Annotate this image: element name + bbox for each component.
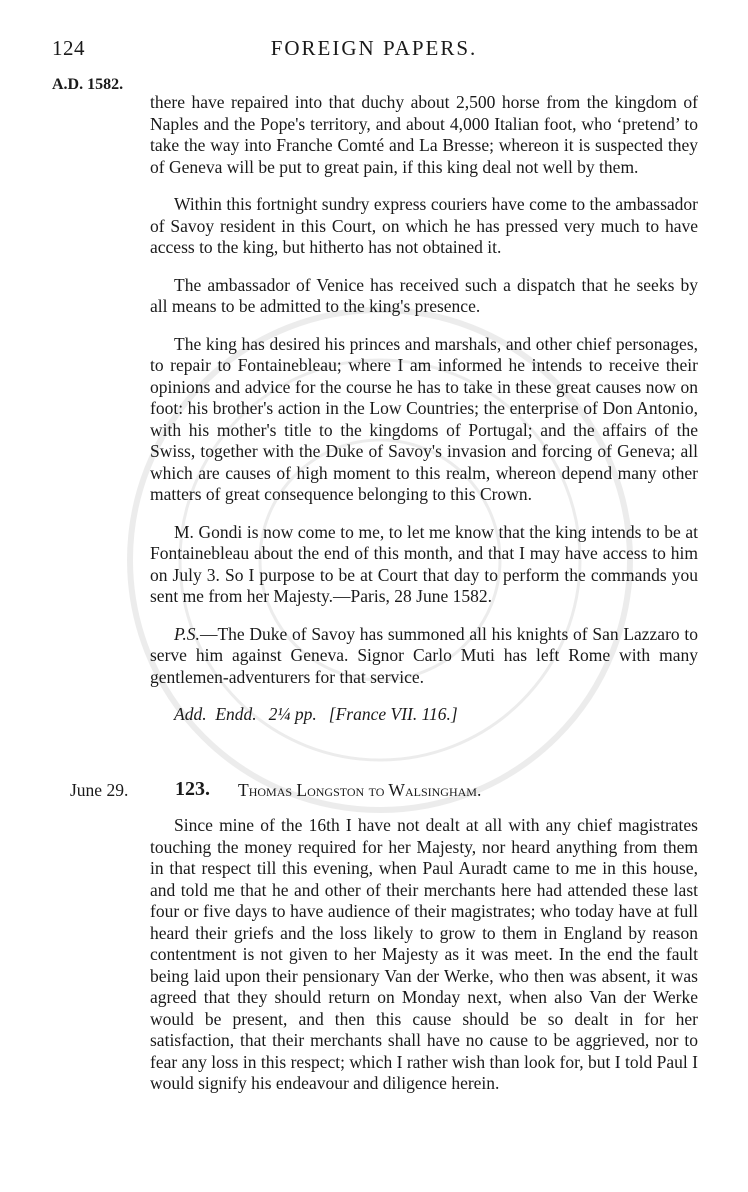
letter-body <box>150 92 698 726</box>
entry-date: June 29. <box>70 780 129 800</box>
endorsement-add: Add. <box>174 704 207 724</box>
endorsement-pages: 2¼ pp. <box>268 704 317 724</box>
paragraph: Within this fortnight sundry express couriers have come to the ambassador of Savoy resident in this Court, on which he has pressed very much to have access to the king, but hitherto has not obtained it. <box>150 194 698 257</box>
entry-heading <box>0 780 748 806</box>
entry-title: Thomas Longston to Walsingham. <box>238 780 482 800</box>
paragraph: M. Gondi is now come to me, to let me know that the king intends to be at Fontainebleau about the end of this month, and that I may have access to him on July 3. So I purpose to be at Court that day to perform the commands you sent me from her Majesty.—Paris, 28 June 1582. <box>150 521 698 606</box>
paragraph: The king has desired his princes and marshals, and other chief personages, to repair to Fontainebleau; where I am informed he intends to receive their opinions and advice for the course he has to take in these great causes now on foot: his brother's action in the Low Countries; the enterprise of Don Antonio, with his mother's title to the kingdoms of Portugal; and the affairs of the Swiss, together with the Duke of Savoy's invasion and forcing of Geneva; all which are causes of high moment to this realm, whereon depend many other matters of great consequence belonging to this Crown. <box>150 333 698 504</box>
postscript-text: —The Duke of Savoy has summoned all his knights of San Lazzaro to serve him against Geneva. Signor Carlo Muti has left Rome with many gentlemen-adventurers for that service. <box>150 623 698 687</box>
page-number: 124 <box>52 36 85 60</box>
endorsement-reference: [France VII. 116.] <box>328 704 458 724</box>
running-title: FOREIGN PAPERS. <box>270 36 478 60</box>
page-header <box>0 36 748 62</box>
paragraph: The ambassador of Venice has received such a dispatch that he seeks by all means to be admitted to the king's presence. <box>150 274 698 316</box>
postscript <box>150 624 698 689</box>
endorsement-endd: Endd. <box>215 704 257 724</box>
endorsement-note <box>150 704 698 726</box>
entry-paragraph: Since mine of the 16th I have not dealt at all with any chief magistrates touching the money required for her Majesty, nor heard anything from them in that respect till this evening, when Paul Auradt came to me in this house, and told me that he and other of their merchants here had attended these last four or five days to have audience of their magistrates; who today have at full heard their griefs and the loss likely to grow to them in England by reason contentment is not given to her Majesty as it was meet. In the end the fault being laid upon their pensionary Van der Werke, who then was absent, it was agreed that they should return on Monday next, when also Van der Werke would be present, and then this cause should be so dealt in for her satisfaction, that their merchants shall have no cause to be aggrieved, nor to fear any loss in this respect; which I rather wish than look for, but I told Paul I would signify his endeavour and diligence herein. <box>150 815 698 1093</box>
entry-number: 123. <box>175 778 210 800</box>
postscript-label: P.S. <box>174 623 200 644</box>
margin-year-note: A.D. 1582. <box>52 76 124 93</box>
entry-body <box>150 815 698 1095</box>
paragraph-continued: there have repaired into that duchy about 2,500 horse from the kingdom of Naples and the Pope's territory, and about 4,000 Italian foot, who ‘pretend’ to take the way into Franche Comté and La Bresse; whereon it is suspected they of Geneva will be put to great pain, if this king deal not well by them. <box>150 92 698 177</box>
